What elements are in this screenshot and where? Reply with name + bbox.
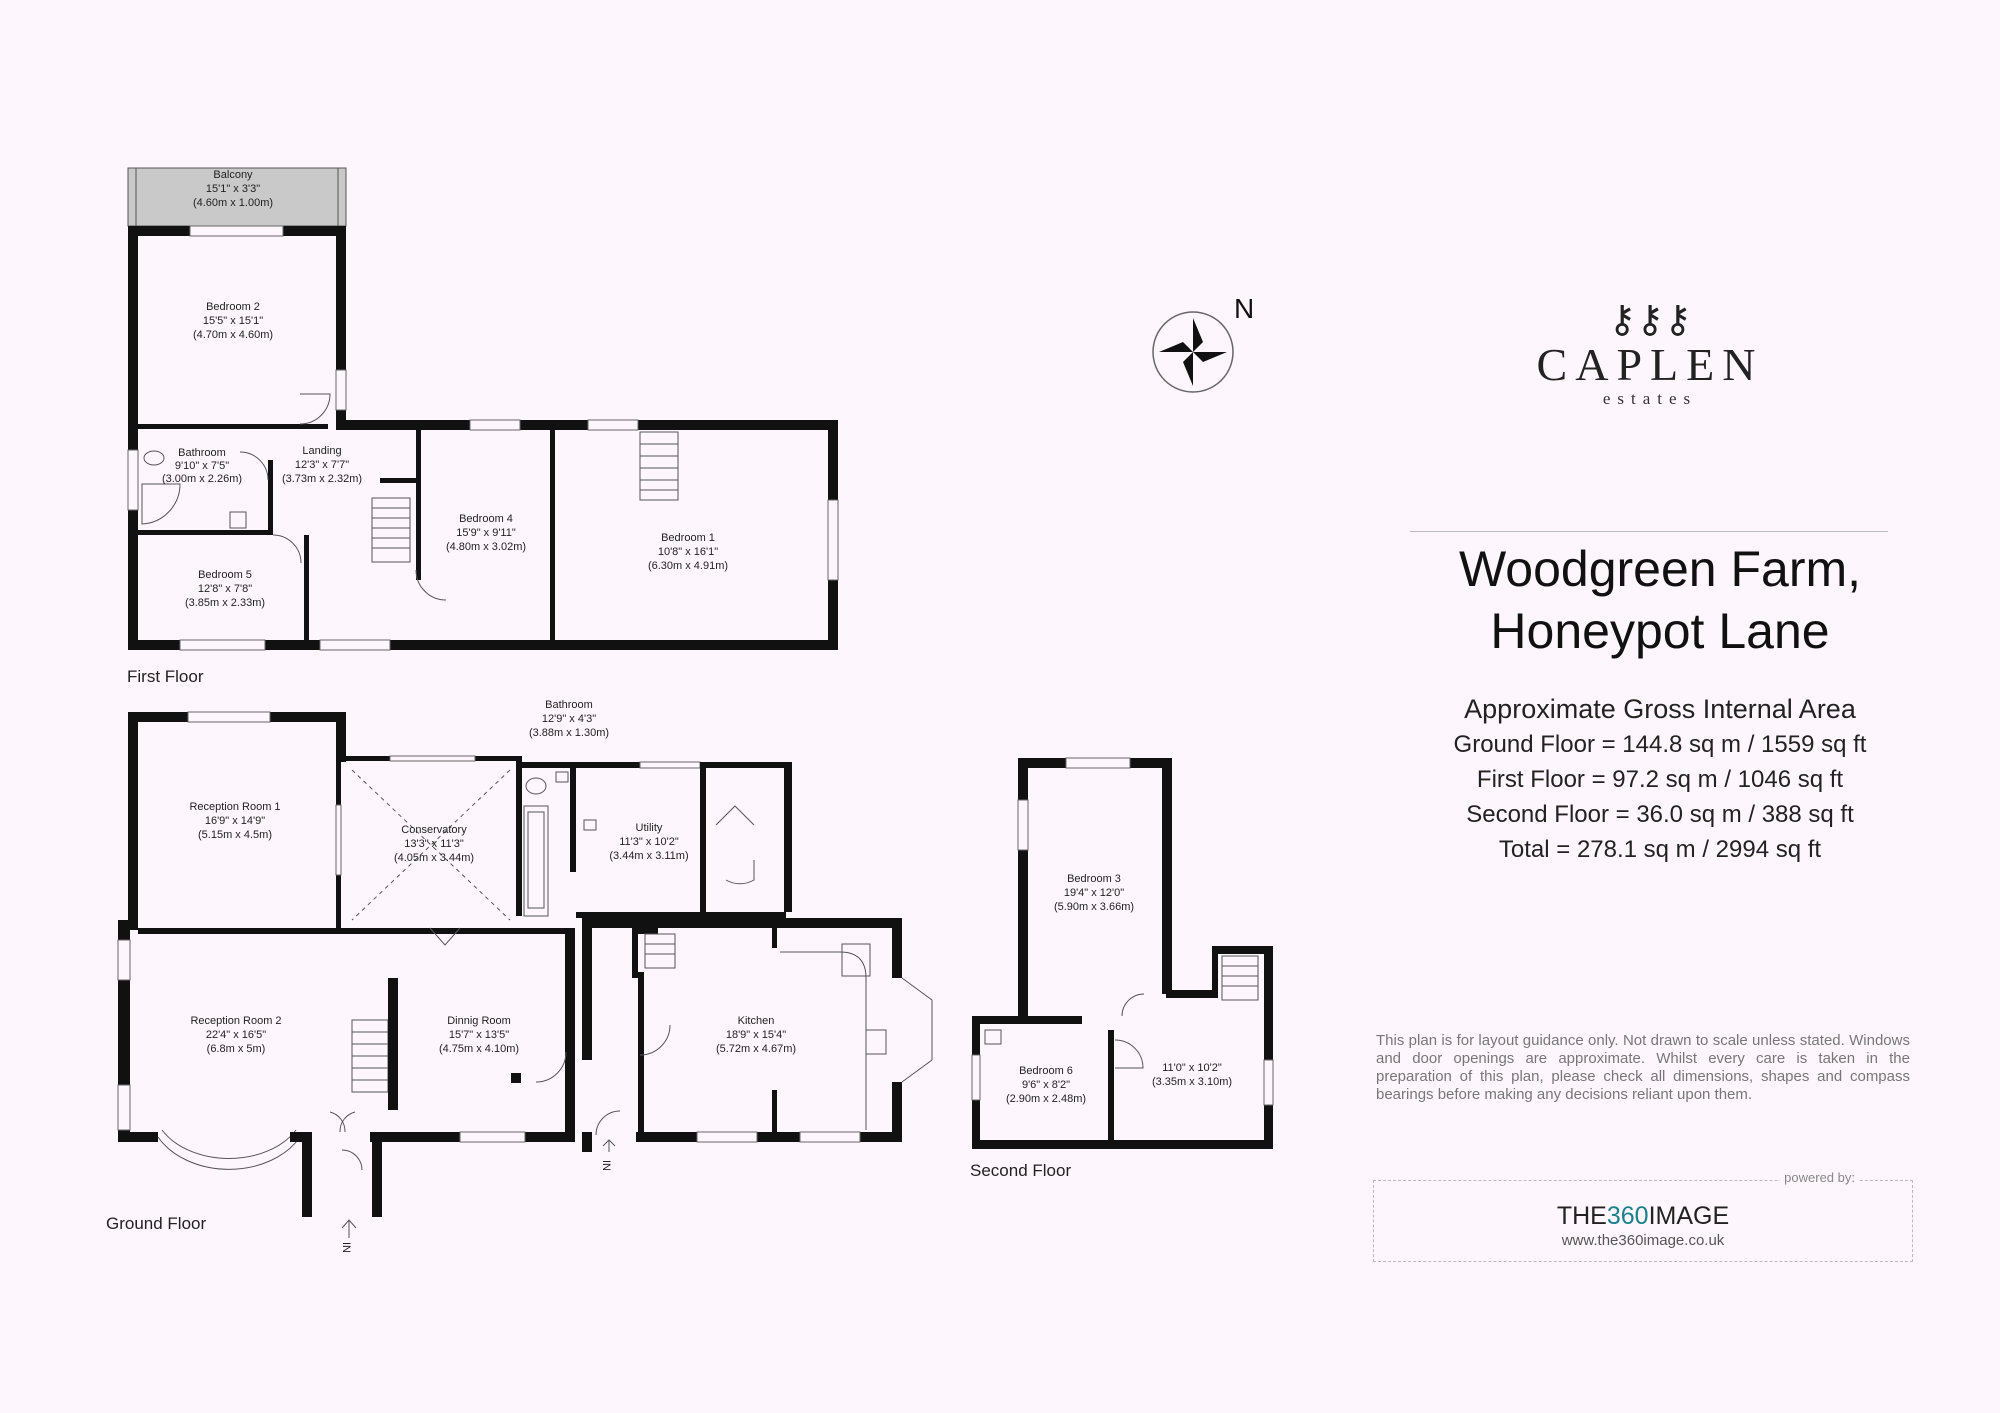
- landing-metric: (3.73m x 2.32m): [281, 473, 363, 485]
- second-floor-label: Second Floor: [970, 1161, 1072, 1180]
- bedroom4-imperial: 15'9" x 9'11": [456, 527, 516, 539]
- compass-north-label: N: [1234, 293, 1255, 324]
- first-floor-label: First Floor: [127, 667, 204, 686]
- brand-b: 360: [1606, 1202, 1649, 1230]
- disclaimer-text: This plan is for layout guidance only. Not drawn to scale unless stated. Windows and door openings are approximate. Whilst every care is taken in the preparation of this plan, please check all dimensions, shapes and compass bearings before making any decisions reliant upon them.: [1376, 1032, 1910, 1103]
- brand-sub: estates: [1602, 389, 1698, 408]
- utility-metric: (3.44m x 3.11m): [609, 850, 689, 862]
- bedroom6-imperial: 9'6" x 8'2": [1021, 1079, 1071, 1091]
- caplen-logo: [1520, 300, 1780, 408]
- conservatory-metric: (4.05m x 3.44m): [393, 852, 475, 864]
- bedroom1-metric: (6.30m x 4.91m): [647, 560, 729, 572]
- brand-a: THE: [1556, 1202, 1607, 1230]
- area-first: First Floor = 97.2 sq m / 1046 sq ft: [1476, 766, 1844, 793]
- bedroom2-metric: (4.70m x 4.60m): [192, 329, 274, 341]
- bedroom4-metric: (4.80m x 3.02m): [445, 541, 527, 553]
- bedroom1-imperial: 10'8" x 16'1": [657, 546, 719, 558]
- dining-imperial: 15'7" x 13'5": [448, 1029, 510, 1041]
- kitchen-metric: (5.72m x 4.67m): [715, 1043, 797, 1055]
- bedroom1-name: Bedroom 1: [661, 532, 715, 544]
- entrance-label-side: IN: [600, 1160, 612, 1171]
- second-floor-plan: [972, 758, 1273, 1149]
- balcony-name: Balcony: [213, 169, 253, 181]
- utility-name: Utility: [635, 822, 663, 834]
- utility-imperial: 11'3" x 10'2": [619, 836, 679, 848]
- bathroom-ground-metric: (3.88m x 1.30m): [528, 727, 610, 739]
- dining-name: Dinnig Room: [447, 1015, 511, 1027]
- brand-name: CAPLEN: [1536, 339, 1764, 390]
- conservatory-imperial: 13'3" x 11'3": [404, 838, 464, 850]
- brand-c: IMAGE: [1648, 1202, 1730, 1230]
- area-total: Total = 278.1 sq m / 2994 sq ft: [1498, 836, 1822, 863]
- bedroom2-imperial: 15'5" x 15'1": [202, 315, 264, 327]
- landing-name: Landing: [302, 445, 342, 457]
- reception2-metric: (6.8m x 5m): [206, 1043, 266, 1055]
- landing-imperial: 12'3" x 7'7": [294, 459, 350, 471]
- second-room-imperial: 11'0" x 10'2": [1162, 1062, 1222, 1074]
- title-line-1: Woodgreen Farm,: [1458, 541, 1862, 597]
- reception2-imperial: 22'4" x 16'5": [205, 1029, 267, 1041]
- bedroom6-name: Bedroom 6: [1019, 1065, 1073, 1077]
- kitchen-name: Kitchen: [737, 1015, 775, 1027]
- reception1-name: Reception Room 1: [189, 801, 281, 813]
- ground-floor-label: Ground Floor: [106, 1214, 207, 1233]
- keys-icon: ⚷⚷⚷: [1608, 299, 1692, 341]
- balcony-metric: (4.60m x 1.00m): [192, 197, 274, 209]
- compass-rose-icon: [1153, 293, 1254, 392]
- reception2-name: Reception Room 2: [190, 1015, 282, 1027]
- area-summary: [1400, 692, 1920, 867]
- powered-by-label: powered by:: [1780, 1170, 1859, 1185]
- bathroom-first-name: Bathroom: [178, 447, 226, 459]
- bedroom3-metric: (5.90m x 3.66m): [1053, 901, 1135, 913]
- bedroom5-imperial: 12'8" x 7'8": [197, 583, 253, 595]
- bedroom2-name: Bedroom 2: [206, 301, 260, 313]
- powered-by-box: [1373, 1170, 1913, 1262]
- bedroom3-name: Bedroom 3: [1067, 873, 1121, 885]
- property-title: [1400, 538, 1920, 662]
- second-room-metric: (3.35m x 3.10m): [1151, 1076, 1233, 1088]
- bedroom4-name: Bedroom 4: [459, 513, 513, 525]
- bathroom-ground-name: Bathroom: [545, 699, 593, 711]
- ground-floor-plan: [118, 712, 932, 1238]
- the360image-url[interactable]: www.the360image.co.uk: [1561, 1232, 1725, 1249]
- balcony-imperial: 15'1" x 3'3": [205, 183, 261, 195]
- bathroom-ground-imperial: 12'9" x 4'3": [541, 713, 597, 725]
- reception1-metric: (5.15m x 4.5m): [198, 829, 272, 841]
- conservatory-name: Conservatory: [401, 824, 467, 836]
- dining-metric: (4.75m x 4.10m): [438, 1043, 520, 1055]
- reception1-imperial: 16'9" x 14'9": [204, 815, 266, 827]
- the360image-logo: [1373, 1202, 1913, 1231]
- entrance-label-porch: IN: [340, 1242, 352, 1253]
- kitchen-imperial: 18'9" x 15'4": [725, 1029, 787, 1041]
- area-ground: Ground Floor = 144.8 sq m / 1559 sq ft: [1453, 731, 1867, 758]
- divider: [1410, 531, 1888, 532]
- area-heading: Approximate Gross Internal Area: [1464, 694, 1856, 724]
- area-second: Second Floor = 36.0 sq m / 388 sq ft: [1466, 801, 1854, 828]
- room-labels: [162, 169, 1232, 1105]
- bedroom5-metric: (3.85m x 2.33m): [184, 597, 266, 609]
- bathroom-first-metric: (3.00m x 2.26m): [161, 473, 243, 485]
- bedroom5-name: Bedroom 5: [198, 569, 252, 581]
- title-line-2: Honeypot Lane: [1490, 603, 1830, 659]
- bedroom3-imperial: 19'4" x 12'0": [1063, 887, 1125, 899]
- bathroom-first-imperial: 9'10" x 7'5": [174, 460, 230, 472]
- bedroom6-metric: (2.90m x 2.48m): [1005, 1093, 1087, 1105]
